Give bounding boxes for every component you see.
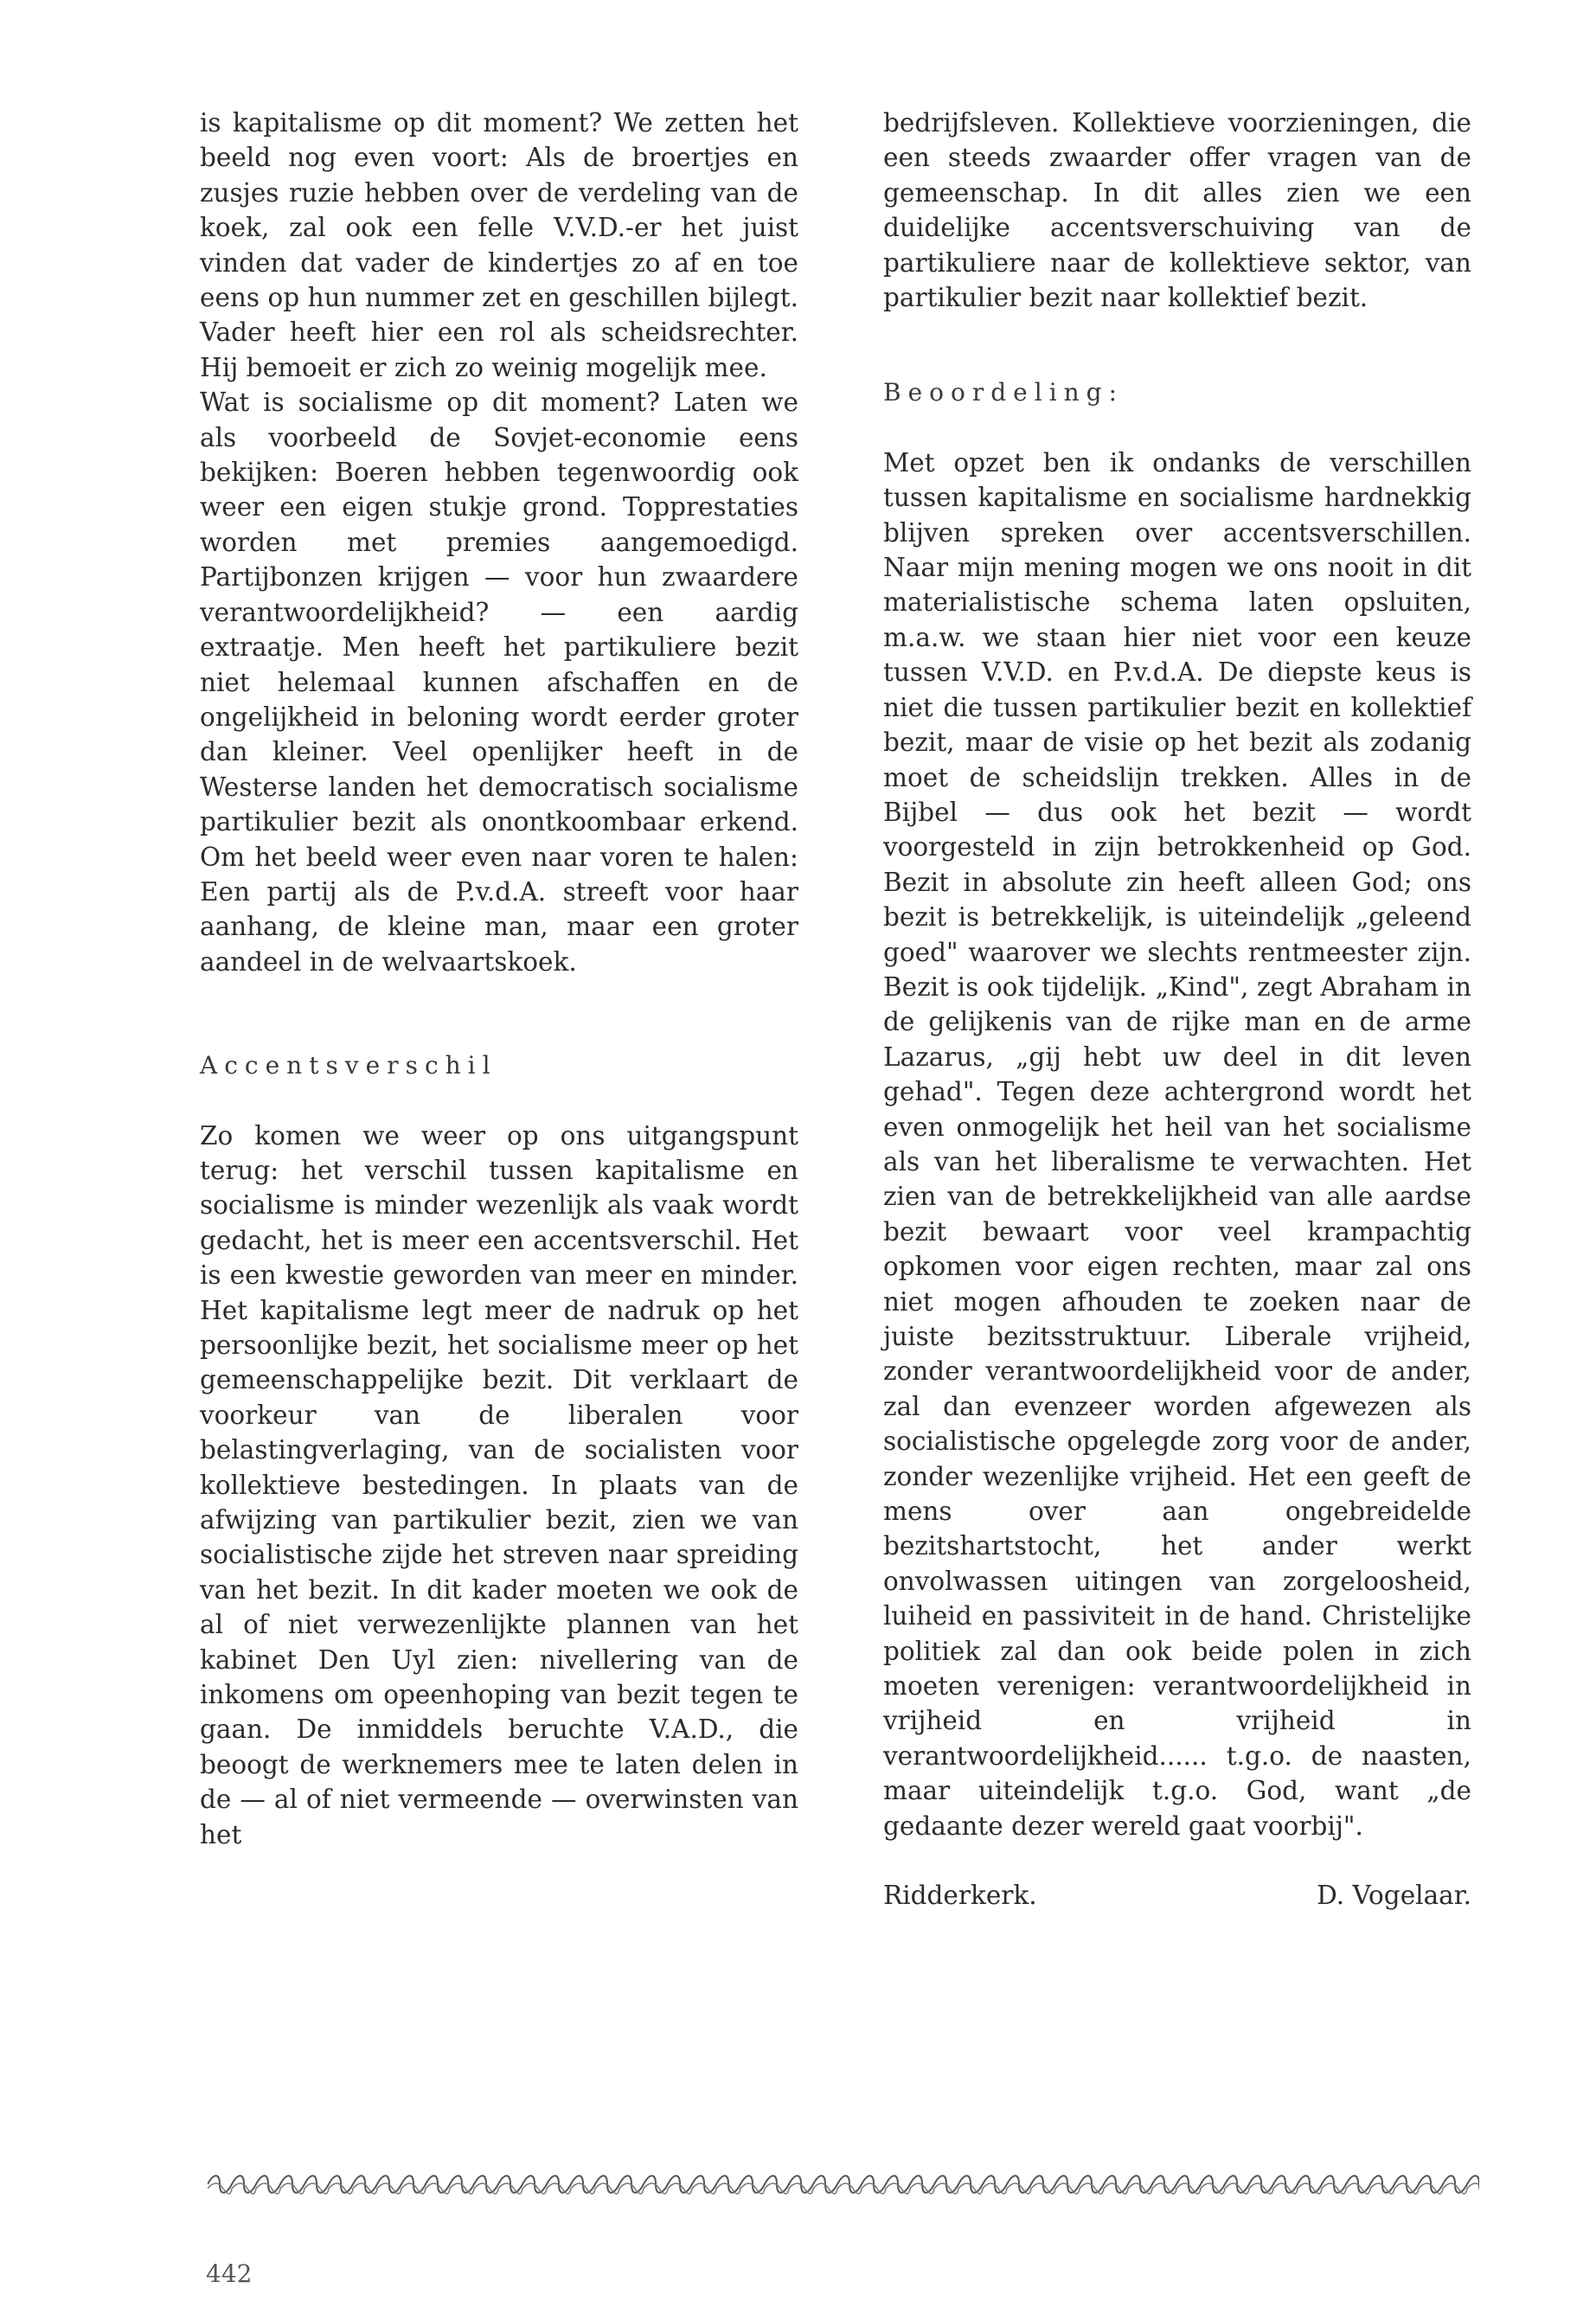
left-paragraph-1: is kapitalisme op dit moment? We zetten het beeld nog even voort: Als de broertjes en zusjes ruzie hebben over de verdeling van de koek, zal ook een felle V.V.D.-er het juist vinden dat vader de kindertjes zo af en toe eens op hun nummer zet en geschillen bijlegt. Vader heeft hier een rol als scheidsrechter. Hij bemoeit er zich zo weinig mogelijk mee.: [200, 108, 798, 382]
right-column: [883, 106, 1471, 1913]
left-paragraph-2: Wat is socialisme op dit moment? Laten we als voorbeeld de Sovjet-economie eens bekijken: Boeren hebben tegenwoordig ook weer een eigen stukje grond. Topprestaties worden met premies aangemoedigd. Partijbonzen krijgen — voor hun zwaardere verantwoordelijkheid? — een aardig extraatje. Men heeft het partikuliere bezit niet helemaal kunnen afschaffen en de ongelijkheid in beloning wordt eerder groter dan kleiner. Veel openlijker heeft in de Westerse landen het democratisch socialisme partikulier bezit als onontkoombaar erkend. Om het beeld weer even naar voren te halen: Een partij als de P.v.d.A. streeft voor haar aanhang, de kleine man, maar een groter aandeel in de welvaartskoek.: [200, 388, 798, 977]
page-number: 442: [206, 2259, 253, 2288]
signature-author: D. Vogelaar.: [1317, 1881, 1471, 1911]
signature-place: Ridderkerk.: [883, 1881, 1037, 1911]
right-paragraph-1: bedrijfsleven. Kollektieve voorzieningen, die een steeds zwaarder offer vragen van de gemeenschap. In dit alles zien we een duidelijke accentsverschuiving van de partikuliere naar de kollektieve sektor, van partikulier bezit naar kollektief bezit.: [883, 108, 1471, 313]
section-heading-beoordeling: Beoordeling:: [883, 378, 1125, 407]
signature-line: [883, 1878, 1471, 1913]
wave-ornament-divider: [208, 2171, 1479, 2197]
left-paragraph-3: Zo komen we weer op ons uitgangspunt terug: het verschil tussen kapitalisme en socialisme is minder wezenlijk als vaak wordt gedacht, het is meer een accentsverschil. Het is een kwestie geworden van meer en minder. Het kapitalisme legt meer de nadruk op het persoonlijke bezit, het socialisme meer op het gemeenschappelijke bezit. Dit verklaart de voorkeur van de liberalen voor belastingverlaging, van de socialisten voor kollektieve bestedingen. In plaats van de afwijzing van partikulier bezit, zien we van socialistische zijde het streven naar spreiding van het bezit. In dit kader moeten we ook de al of niet verwezenlijkte plannen van het kabinet Den Uyl zien: nivellering van de inkomens om opeenhoping van bezit tegen te gaan. De inmiddels beruchte V.A.D., die beoogt de werknemers mee te laten delen in de — al of niet vermeende — overwinsten van het: [200, 1120, 798, 1849]
section-heading-accentsverschil: Accentsverschil: [200, 1051, 497, 1080]
right-paragraph-2: Met opzet ben ik ondanks de verschillen tussen kapitalisme en socialisme hardnekkig blijven spreken over accentsverschillen. Naar mijn mening mogen we ons nooit in dit materialistische schema laten opsluiten, m.a.w. we staan hier niet voor een keuze tussen V.V.D. en P.v.d.A. De diepste keus is niet die tussen partikulier bezit en kollektief bezit, maar de visie op het bezit als zodanig moet de scheidslijn trekken. Alles in de Bijbel — dus ook het bezit — wordt voorgesteld in zijn betrokkenheid op God. Bezit in absolute zin heeft alleen God; ons bezit is betrekkelijk, is uiteindelijk „geleend goed" waarover we slechts rentmeester zijn. Bezit is ook tijdelijk. „Kind", zegt Abraham in de gelijkenis van de rijke man en de arme Lazarus, „gij hebt uw deel in dit leven gehad". Tegen deze achtergrond wordt het even onmogelijk het heil van het socialisme als van het liberalisme te verwachten. Het zien van de betrekkelijkheid van alle aardse bezit bewaart voor veel krampachtig opkomen voor eigen rechten, maar zal ons niet mogen afhouden te zoeken naar de juiste bezitsstruktuur. Liberale vrijheid, zonder verantwoordelijkheid voor de ander, zal dan evenzeer worden afgewezen als socialistische opgelegde zorg voor de ander, zonder wezenlijke vrijheid. Het een geeft de mens over aan ongebreidelde bezitshartstocht, het ander werkt onvolwassen uitingen van zorgeloosheid, luiheid en passiviteit in de hand. Christelijke politiek zal dan ook beide polen in zich moeten verenigen: verantwoordelijkheid in vrijheid en vrijheid in verantwoordelijkheid...... t.g.o. de naasten, maar uiteindelijk t.g.o. God, want „de gedaante dezer wereld gaat voorbij".: [883, 447, 1471, 1841]
left-column: [200, 106, 798, 1852]
